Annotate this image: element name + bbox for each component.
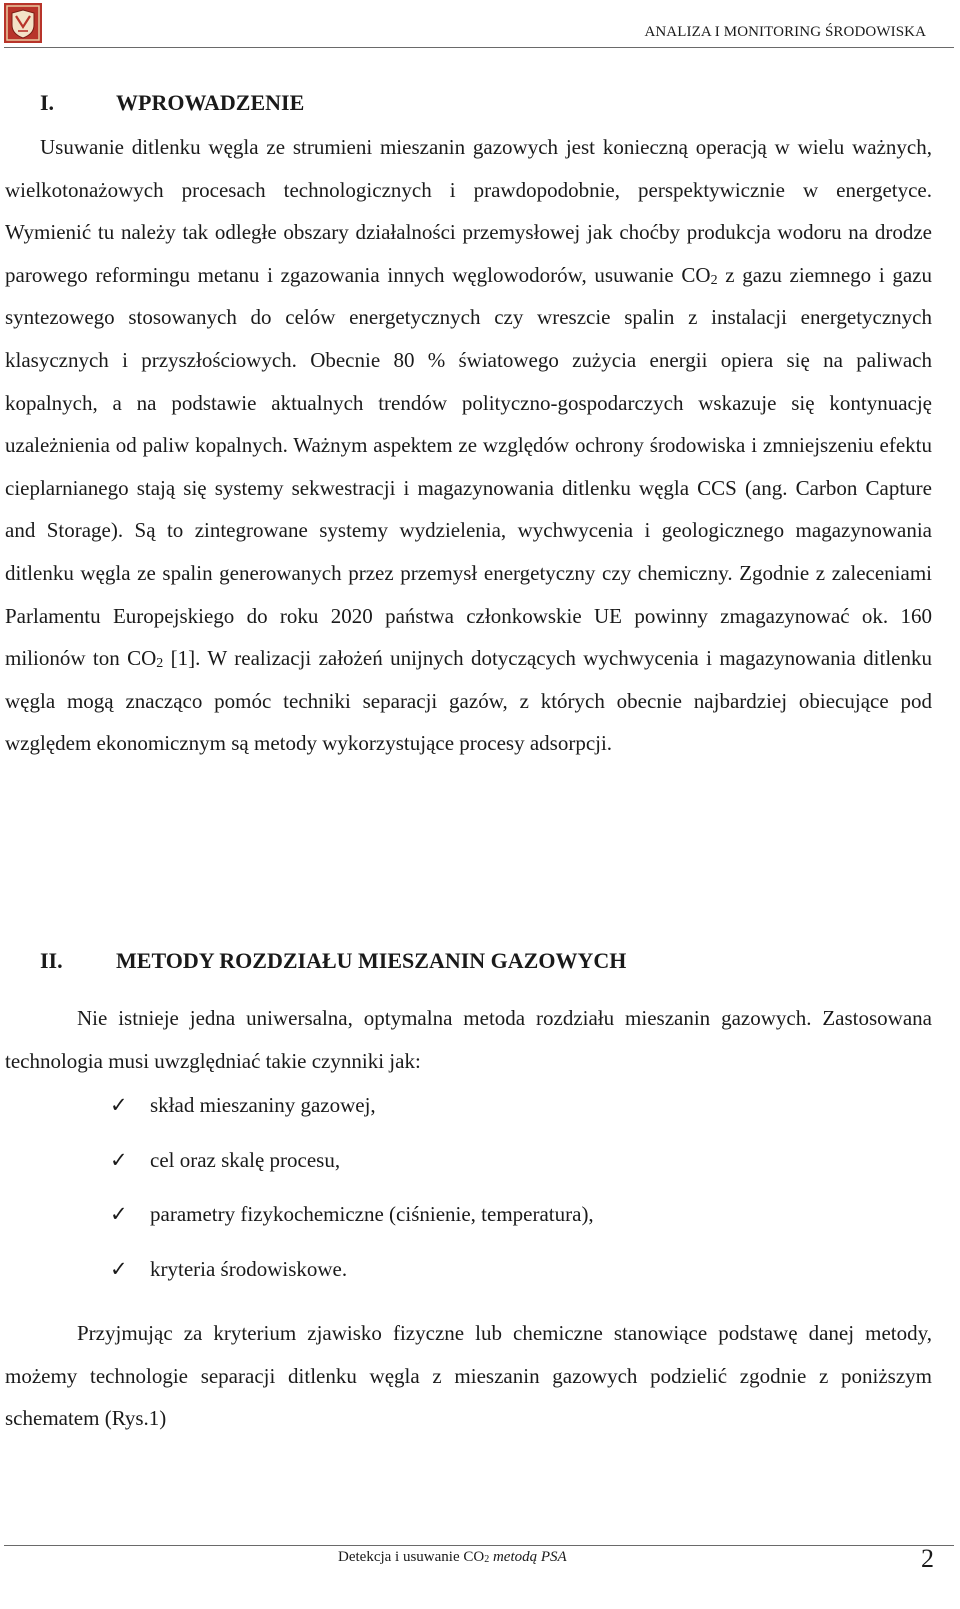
list-item-text: kryteria środowiskowe. [150,1256,348,1281]
footer-title-text: Detekcja i usuwanie CO [338,1549,485,1565]
section-1-paragraph [5,126,932,765]
footer-title-italic: metodą PSA [489,1549,567,1565]
subscript: 2 [710,272,718,288]
footer-title [338,1549,567,1566]
section-2-closing: Przyjmując za kryterium zjawisko fizyczne lub chemiczne stanowiące podstawę danej metody, możemy technologie separacji ditlenku węgla z mieszanin gazowych podzielić zgodnie z poniższym schematem (Rys.1) [5,1321,932,1431]
section-1-number: I. [40,90,55,115]
factors-list [110,1093,594,1311]
section-2-intro: Nie istnieje jedna uniwersalna, optymalna metoda rozdziału mieszanin gazowych. Zastosowana technologia musi uwzględniać takie czynniki jak: [5,1006,932,1073]
list-item [110,1202,594,1257]
university-crest-icon [4,3,42,43]
section-1-title: WPROWADZENIE [116,90,305,115]
footer-divider [4,1545,954,1546]
section-2-title: METODY ROZDZIAŁU MIESZANIN GAZOWYCH [116,948,627,973]
subscript: 2 [156,656,164,672]
page-number: 2 [921,1544,934,1573]
list-item [110,1257,594,1312]
section-1-heading [40,90,304,116]
paragraph-text-part: [1]. W realizacji założeń unijnych dotyczących wychwycenia i magazynowania ditlenku węgla mogą znacząco pomóc techniki separacji gazów, z których obecnie najbardziej obiecujące pod względem ekonomicznym są metody wykorzystujące procesy adsorpcji. [5,646,933,756]
list-item [110,1148,594,1203]
checkmark-icon: ✓ [110,1202,128,1226]
checkmark-icon: ✓ [110,1147,128,1172]
running-head-title: ANALIZA I MONITORING ŚRODOWISKA [644,24,926,40]
subscript: 2 [484,1554,490,1565]
section-2-heading [40,948,626,974]
section-2-number: II. [40,948,63,973]
checkmark-icon: ✓ [110,1256,128,1281]
list-item-text: skład mieszaniny gazowej, [150,1093,376,1117]
checkmark-icon: ✓ [110,1093,128,1117]
paragraph-text-part: Usuwanie ditlenku węgla ze strumieni mieszanin gazowych jest konieczną operacją w wielu ważnych, wielkotonażowych procesach technologicznych i prawdopodobnie, perspektywicznie w energetyce. Wymienić tu należy tak odległe obszary działalności przemysłowej jak choćby produkcja wodoru na drodze parowego reformingu metanu i zgazowania innych węglowodorów, usuwanie CO [5,135,932,287]
paragraph-text-part: z gazu ziemnego i gazu syntezowego stosowanych do celów energetycznych czy wreszcie spalin z instalacji energetycznych klasycznych i przyszłościowych. Obecnie 80 % światowego zużycia energii opiera się na paliwach kopalnych, a na podstawie aktualnych trendów polityczno-gospodarczych wskazuje się kontynuację uzależnienia od paliw kopalnych. Ważnym aspektem ze względów ochrony środowiska i zmniejszeniu efektu cieplarnianego stają się systemy sekwestracji i magazynowania ditlenku węgla CCS (ang. Carbon Capture and Storage). Są to zintegrowane systemy wydzielenia, wychwycenia i geologicznego magazynowania ditlenku węgla ze spalin generowanych przez przemysł energetyczny czy chemiczny. Zgodnie z zaleceniami Parlamentu Europejskiego do roku 2020 państwa członkowskie UE powinny zmagazynować ok. 160 milionów ton CO [5,262,932,671]
list-item [110,1093,594,1148]
list-item-text: parametry fizykochemiczne (ciśnienie, temperatura), [150,1202,594,1226]
list-item-text: cel oraz skalę procesu, [150,1147,341,1172]
header-divider [4,47,954,48]
